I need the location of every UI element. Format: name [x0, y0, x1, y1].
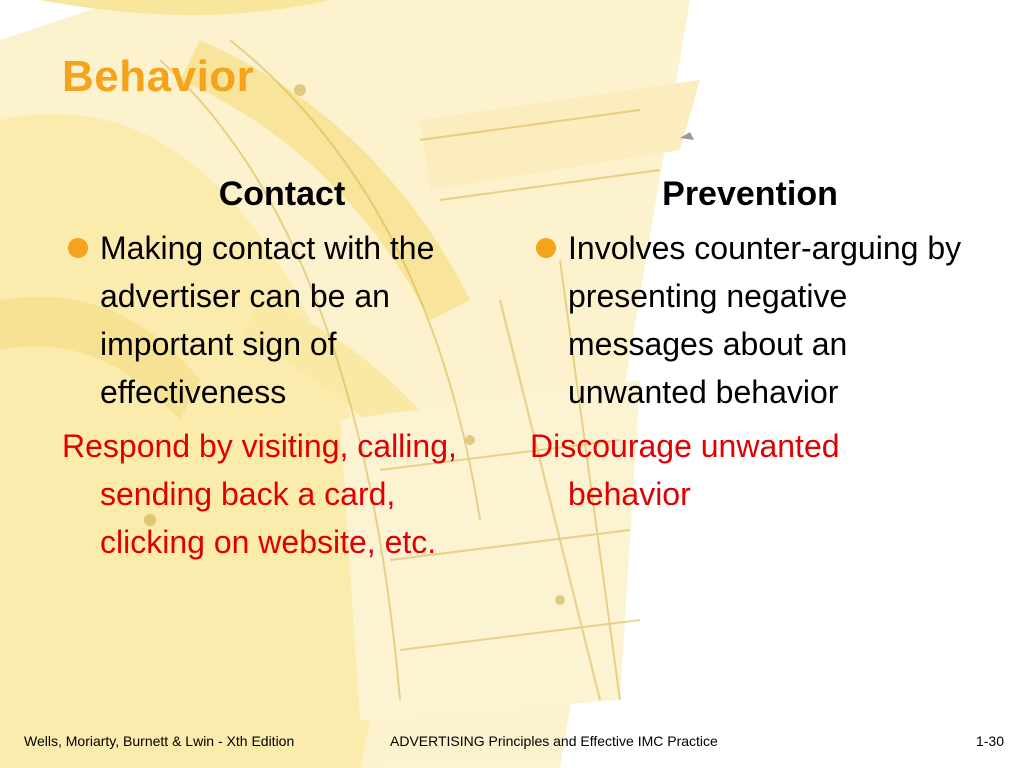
contact-sub-point: Respond by visiting, calling, sending back a card, clicking on website, etc.: [62, 428, 457, 560]
contact-bullet: [62, 224, 492, 416]
footer-book-title: ADVERTISING Principles and Effective IMC Practice: [390, 733, 718, 749]
slide-footer: [0, 724, 1024, 768]
bullet-dot-icon: [536, 238, 556, 258]
footer-authors: Wells, Moriarty, Burnett & Lwin - Xth Edition: [24, 733, 295, 749]
contact-bullet-text: Making contact with the advertiser can be an important sign of effectiveness: [100, 230, 435, 410]
prevention-bullet-text: Involves counter-arguing by presenting negative messages about an unwanted behavior: [568, 230, 962, 410]
prevention-sub-point: Discourage unwanted behavior: [530, 428, 840, 512]
contact-column: [62, 170, 492, 566]
bullet-dot-icon: [68, 238, 88, 258]
prevention-column: [530, 170, 970, 518]
footer-slide-number: 1-30: [975, 733, 1004, 749]
slide-title: Behavior: [62, 52, 255, 101]
prevention-bullet: [530, 224, 970, 416]
contact-heading: Contact: [218, 175, 346, 213]
prevention-heading: Prevention: [662, 175, 838, 213]
